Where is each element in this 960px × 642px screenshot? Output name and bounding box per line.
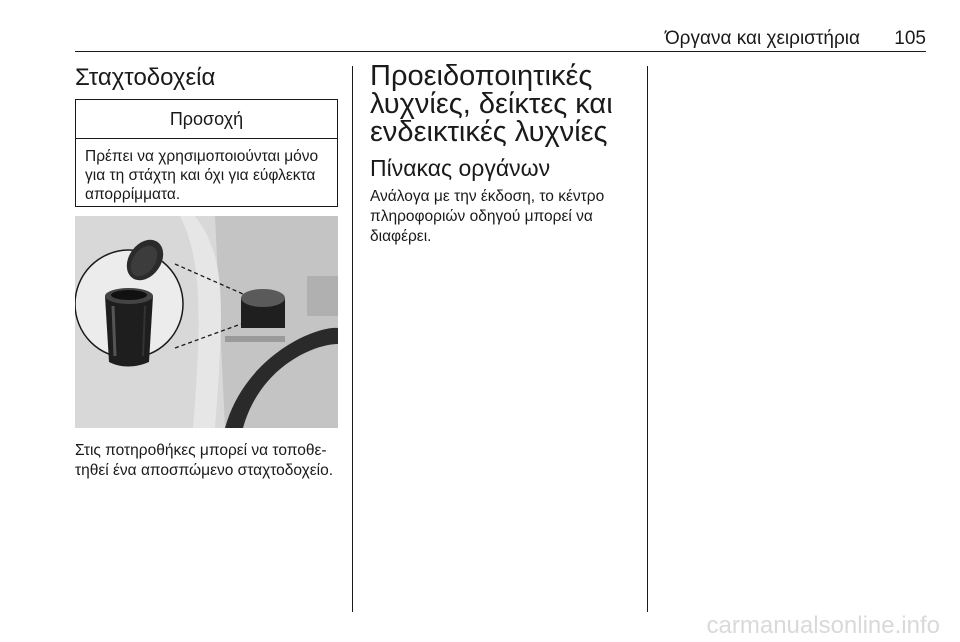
page-number: 105 bbox=[894, 28, 926, 49]
caution-box bbox=[75, 99, 338, 207]
section-heading-ashtrays: Σταχτοδοχεία bbox=[75, 64, 216, 91]
caution-title: Προσοχή bbox=[76, 100, 337, 139]
illustration-caption: Στις ποτηροθήκες μπορεί να τοποθε-τηθεί ένα αποσπώμενο σταχτοδοχείο. bbox=[75, 442, 334, 479]
column-divider bbox=[352, 66, 353, 612]
caution-text: Πρέπει να χρησιμοποιούνται μόνο για τη στάχτη και όχι για εύφλεκτα απορρίμματα. bbox=[85, 148, 319, 203]
column-divider bbox=[647, 66, 648, 612]
subheading-instrument-cluster: Πίνακας οργάνων bbox=[370, 155, 551, 181]
ashtray-illustration bbox=[75, 216, 338, 428]
watermark: carmanualsonline.info bbox=[706, 612, 940, 639]
header-rule bbox=[75, 51, 926, 52]
page-header-title: Όργανα και χειριστήρια bbox=[664, 28, 860, 49]
section-heading-warning-lights: Προειδοποιητικές λυχνίες, δείκτες και ενδεικτικές λυχνίες bbox=[370, 60, 613, 148]
body-text: Ανάλογα με την έκδοση, το κέντρο πληροφοριών οδηγού μπορεί να διαφέρει. bbox=[370, 188, 605, 245]
